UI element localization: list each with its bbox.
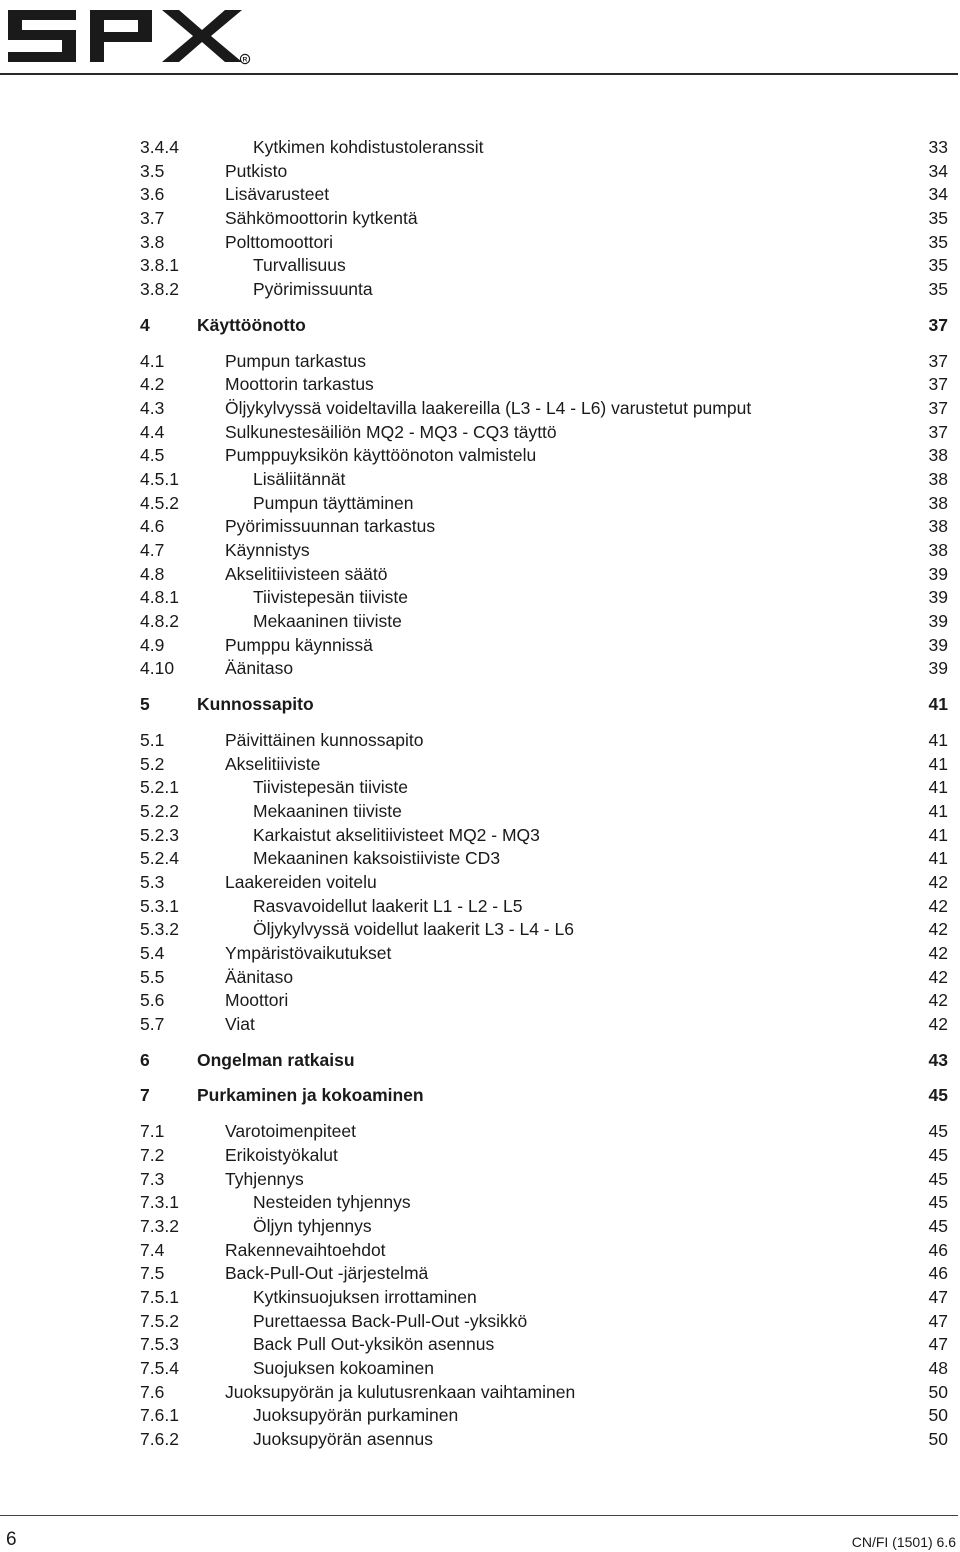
toc-entry-page: 42 <box>928 895 948 916</box>
toc-entry-num: 5.6 <box>140 990 165 1011</box>
toc-entry-title: Suojuksen kokoaminen <box>253 1358 434 1378</box>
toc-entry-title: Turvallisuus <box>253 255 346 276</box>
toc-row <box>140 1120 948 1144</box>
toc-entry-page: 38 <box>928 445 948 466</box>
toc-entry-title: Polttomoottori <box>225 231 333 252</box>
toc-entry-title: Juoksupyörän purkaminen <box>253 1405 459 1426</box>
toc-entry-num: 5.4 <box>140 943 165 963</box>
toc-row <box>140 847 948 871</box>
toc-row <box>140 421 948 445</box>
toc-row <box>140 1428 948 1452</box>
toc-entry-page: 43 <box>928 1049 948 1070</box>
toc-entry-page: 45 <box>928 1144 948 1165</box>
header-rule <box>0 73 958 75</box>
toc-entry-title: Lisäliitännät <box>253 468 346 489</box>
toc-row <box>140 1013 948 1037</box>
toc-entry-num: 3.4.4 <box>140 137 179 157</box>
toc-entry-title: Käynnistys <box>225 540 310 560</box>
toc-entry-page: 48 <box>928 1358 948 1378</box>
toc-entry-num: 4.5 <box>140 445 165 466</box>
toc-entry-title: Ympäristövaikutukset <box>225 943 392 963</box>
toc-entry-title: Rakennevaihtoehdot <box>225 1239 386 1260</box>
toc-entry-title: Varotoimenpiteet <box>225 1121 357 1142</box>
toc-entry-page: 41 <box>928 753 948 774</box>
toc-entry-title: Lisävarusteet <box>225 184 330 205</box>
toc-row <box>140 1262 948 1286</box>
toc-entry-num: 7.6.1 <box>140 1405 179 1426</box>
toc-entry-page: 41 <box>928 848 948 869</box>
toc-entry-num: 4.8 <box>140 563 165 584</box>
toc-row <box>140 871 948 895</box>
toc-entry-page: 42 <box>928 919 948 940</box>
toc-entry-title: Äänitaso <box>225 966 294 987</box>
toc-entry-title: Öljyn tyhjennys <box>253 1215 372 1236</box>
toc-entry-title: Äänitaso <box>225 658 294 679</box>
toc-entry-num: 5 <box>140 694 150 715</box>
toc-entry-page: 37 <box>928 421 948 442</box>
toc-entry-page: 39 <box>928 563 948 584</box>
toc-entry-num: 4.4 <box>140 421 165 442</box>
footer-page-number: 6 <box>6 1529 17 1550</box>
toc-entry-page: 45 <box>928 1085 948 1106</box>
toc-entry-title: Tiivistepesän tiiviste <box>253 587 408 608</box>
toc-entry-num: 7.5.1 <box>140 1286 179 1307</box>
toc-entry-num: 7.5.2 <box>140 1310 179 1331</box>
toc-entry-num: 4.6 <box>140 516 165 537</box>
footer-rule <box>0 1515 958 1516</box>
toc-entry-page: 33 <box>928 137 948 157</box>
toc-entry-title: Käyttöönotto <box>197 314 306 335</box>
toc-entry-page: 41 <box>928 777 948 798</box>
toc-entry-title: Pumppu käynnissä <box>225 634 373 655</box>
toc-entry-num: 3.7 <box>140 208 165 229</box>
toc-row <box>140 753 948 777</box>
toc-entry-page: 50 <box>928 1405 948 1426</box>
toc-row <box>140 657 948 681</box>
toc-entry-title: Back Pull Out-yksikön asennus <box>253 1334 495 1355</box>
toc-entry-title: Sähkömoottorin kytkentä <box>225 208 418 229</box>
toc-entry-title: Moottori <box>225 990 289 1011</box>
toc-entry-page: 41 <box>928 694 948 715</box>
toc-entry-title: Purkaminen ja kokoaminen <box>197 1085 424 1106</box>
toc-entry-title: Mekaaninen tiiviste <box>253 611 402 632</box>
toc-row <box>140 966 948 990</box>
toc-entry-title: Kytkimen kohdistustoleranssit <box>253 137 484 157</box>
toc-entry-num: 5.7 <box>140 1014 165 1035</box>
toc-entry-num: 7.6.2 <box>140 1429 179 1450</box>
toc-row <box>140 1404 948 1428</box>
toc-entry-title: Karkaistut akselitiivisteet MQ2 - MQ3 <box>253 824 540 845</box>
toc-chapter-row <box>140 693 948 717</box>
toc-entry-page: 35 <box>928 231 948 252</box>
toc-row <box>140 183 948 207</box>
toc-entry-num: 4.8.2 <box>140 611 179 632</box>
toc-entry-num: 4.1 <box>140 350 165 371</box>
toc-entry-page: 46 <box>928 1239 948 1260</box>
toc-row <box>140 207 948 231</box>
toc-entry-num: 3.8 <box>140 231 165 252</box>
toc-entry-page: 47 <box>928 1334 948 1355</box>
toc-entry-page: 39 <box>928 587 948 608</box>
toc-entry-page: 46 <box>928 1263 948 1284</box>
toc-entry-title: Öljykylvyssä voidellut laakerit L3 - L4 - L6 <box>253 919 574 940</box>
toc-entry-num: 7.3.2 <box>140 1215 179 1236</box>
toc-row <box>140 1333 948 1357</box>
toc-entry-title: Ongelman ratkaisu <box>197 1049 355 1070</box>
toc-entry-title: Erikoistyökalut <box>225 1144 338 1165</box>
toc-entry-page: 42 <box>928 990 948 1011</box>
toc-entry-num: 7.6 <box>140 1381 165 1402</box>
toc-entry-title: Juoksupyörän asennus <box>253 1429 433 1450</box>
toc-entry-page: 45 <box>928 1121 948 1142</box>
toc-entry-num: 7.1 <box>140 1121 165 1142</box>
toc-entry-num: 7.5.3 <box>140 1334 179 1355</box>
toc-entry-title: Pumpun täyttäminen <box>253 492 414 513</box>
toc-row <box>140 160 948 184</box>
toc-entry-title: Pyörimissuunnan tarkastus <box>225 516 436 537</box>
toc-row <box>140 1357 948 1381</box>
toc-entry-page: 35 <box>928 208 948 229</box>
toc-entry-num: 5.5 <box>140 966 165 987</box>
toc-entry-page: 41 <box>928 824 948 845</box>
toc-entry-title: Moottorin tarkastus <box>225 374 374 395</box>
toc-entry-title: Kunnossapito <box>197 694 314 715</box>
toc-row <box>140 634 948 658</box>
toc-entry-title: Nesteiden tyhjennys <box>253 1192 411 1213</box>
toc-entry-page: 35 <box>928 255 948 276</box>
toc-entry-page: 47 <box>928 1286 948 1307</box>
toc-row <box>140 918 948 942</box>
toc-row <box>140 942 948 966</box>
toc-entry-num: 5.1 <box>140 729 165 750</box>
svg-text:R: R <box>242 56 248 64</box>
toc-entry-title: Purettaessa Back-Pull-Out -yksikkö <box>253 1310 528 1331</box>
toc-row <box>140 586 948 610</box>
toc-entry-num: 4.5.1 <box>140 468 179 489</box>
toc-entry-num: 4.9 <box>140 634 165 655</box>
toc-entry-page: 50 <box>928 1381 948 1402</box>
toc-row <box>140 1381 948 1405</box>
toc-entry-title: Putkisto <box>225 160 288 181</box>
toc-entry-num: 7 <box>140 1085 150 1106</box>
toc-entry-title: Öljykylvyssä voideltavilla laakereilla (L3 - L4 - L6) varustetut pumput <box>225 397 752 418</box>
toc-entry-page: 42 <box>928 943 948 963</box>
table-of-contents <box>140 136 948 1452</box>
toc-row <box>140 895 948 919</box>
toc-entry-page: 37 <box>928 374 948 395</box>
toc-entry-title: Akselitiiviste <box>225 753 321 774</box>
toc-entry-page: 37 <box>928 314 948 335</box>
toc-entry-page: 38 <box>928 540 948 560</box>
toc-entry-num: 5.2.2 <box>140 800 179 821</box>
toc-entry-num: 7.5 <box>140 1263 165 1284</box>
toc-entry-page: 42 <box>928 1014 948 1035</box>
spx-logo <box>6 4 251 66</box>
toc-entry-title: Pumppuyksikön käyttöönoton valmistelu <box>225 445 537 466</box>
toc-entry-num: 4 <box>140 314 150 335</box>
toc-row <box>140 1191 948 1215</box>
toc-chapter-row <box>140 1084 948 1108</box>
toc-entry-num: 5.2.1 <box>140 777 179 798</box>
toc-row <box>140 492 948 516</box>
toc-entry-num: 5.2 <box>140 753 165 774</box>
toc-entry-num: 5.2.3 <box>140 824 179 845</box>
toc-entry-page: 34 <box>928 184 948 205</box>
toc-entry-page: 35 <box>928 279 948 300</box>
toc-entry-title: Pyörimissuunta <box>253 279 373 300</box>
toc-row <box>140 824 948 848</box>
toc-entry-num: 4.8.1 <box>140 587 179 608</box>
toc-entry-title: Sulkunestesäiliön MQ2 - MQ3 - CQ3 täyttö <box>225 421 557 442</box>
toc-row <box>140 1144 948 1168</box>
toc-entry-num: 7.2 <box>140 1144 165 1165</box>
toc-entry-num: 4.5.2 <box>140 492 179 513</box>
toc-entry-num: 3.8.2 <box>140 279 179 300</box>
toc-row <box>140 136 948 160</box>
toc-entry-num: 3.8.1 <box>140 255 179 276</box>
toc-entry-num: 4.7 <box>140 540 165 560</box>
toc-entry-title: Viat <box>225 1014 255 1035</box>
toc-entry-num: 4.10 <box>140 658 175 679</box>
toc-row <box>140 1310 948 1334</box>
toc-row <box>140 373 948 397</box>
toc-entry-title: Mekaaninen tiiviste <box>253 800 402 821</box>
toc-row <box>140 231 948 255</box>
toc-row <box>140 610 948 634</box>
toc-row <box>140 278 948 302</box>
toc-entry-page: 42 <box>928 966 948 987</box>
toc-entry-num: 7.4 <box>140 1239 165 1260</box>
toc-entry-title: Rasvavoidellut laakerit L1 - L2 - L5 <box>253 895 523 916</box>
toc-row <box>140 254 948 278</box>
toc-entry-title: Kytkinsuojuksen irrottaminen <box>253 1286 477 1307</box>
toc-entry-title: Back-Pull-Out -järjestelmä <box>225 1263 429 1284</box>
toc-row <box>140 1168 948 1192</box>
toc-entry-title: Mekaaninen kaksoistiiviste CD3 <box>253 848 501 869</box>
toc-row <box>140 800 948 824</box>
toc-row <box>140 350 948 374</box>
toc-entry-page: 38 <box>928 516 948 537</box>
toc-entry-num: 5.3.1 <box>140 895 179 916</box>
toc-row <box>140 444 948 468</box>
toc-entry-num: 6 <box>140 1049 150 1070</box>
toc-entry-num: 5.2.4 <box>140 848 179 869</box>
toc-entry-page: 39 <box>928 611 948 632</box>
toc-entry-page: 45 <box>928 1215 948 1236</box>
toc-row <box>140 989 948 1013</box>
toc-entry-num: 3.6 <box>140 184 165 205</box>
toc-entry-page: 45 <box>928 1192 948 1213</box>
toc-entry-num: 4.3 <box>140 397 165 418</box>
toc-row <box>140 397 948 421</box>
toc-row <box>140 515 948 539</box>
toc-entry-page: 41 <box>928 800 948 821</box>
toc-row <box>140 776 948 800</box>
toc-entry-num: 7.5.4 <box>140 1358 179 1378</box>
toc-entry-page: 39 <box>928 658 948 679</box>
toc-entry-title: Akselitiivisteen säätö <box>225 563 388 584</box>
toc-entry-page: 38 <box>928 492 948 513</box>
toc-row <box>140 1239 948 1263</box>
toc-chapter-row <box>140 1049 948 1073</box>
toc-entry-page: 45 <box>928 1168 948 1189</box>
toc-row <box>140 539 948 563</box>
toc-entry-title: Tiivistepesän tiiviste <box>253 777 408 798</box>
toc-entry-num: 7.3 <box>140 1168 165 1189</box>
toc-entry-page: 47 <box>928 1310 948 1331</box>
toc-entry-page: 34 <box>928 160 948 181</box>
toc-entry-page: 38 <box>928 468 948 489</box>
toc-row <box>140 563 948 587</box>
toc-entry-page: 42 <box>928 871 948 892</box>
toc-chapter-row <box>140 314 948 338</box>
toc-entry-title: Päivittäinen kunnossapito <box>225 729 424 750</box>
toc-entry-page: 37 <box>928 397 948 418</box>
toc-row <box>140 1215 948 1239</box>
toc-entry-num: 4.2 <box>140 374 165 395</box>
toc-entry-page: 39 <box>928 634 948 655</box>
toc-entry-num: 7.3.1 <box>140 1192 179 1213</box>
footer-document-code: CN/FI (1501) 6.6 <box>851 1534 956 1550</box>
toc-entry-title: Juoksupyörän ja kulutusrenkaan vaihtaminen <box>225 1381 576 1402</box>
toc-entry-title: Tyhjennys <box>225 1168 304 1189</box>
toc-entry-page: 50 <box>928 1429 948 1450</box>
toc-entry-page: 37 <box>928 350 948 371</box>
toc-entry-title: Laakereiden voitelu <box>225 871 377 892</box>
toc-entry-num: 5.3.2 <box>140 919 179 940</box>
toc-row <box>140 468 948 492</box>
toc-entry-page: 41 <box>928 729 948 750</box>
toc-entry-title: Pumpun tarkastus <box>225 350 367 371</box>
toc-row <box>140 729 948 753</box>
toc-entry-num: 3.5 <box>140 160 165 181</box>
toc-row <box>140 1286 948 1310</box>
toc-entry-num: 5.3 <box>140 871 165 892</box>
